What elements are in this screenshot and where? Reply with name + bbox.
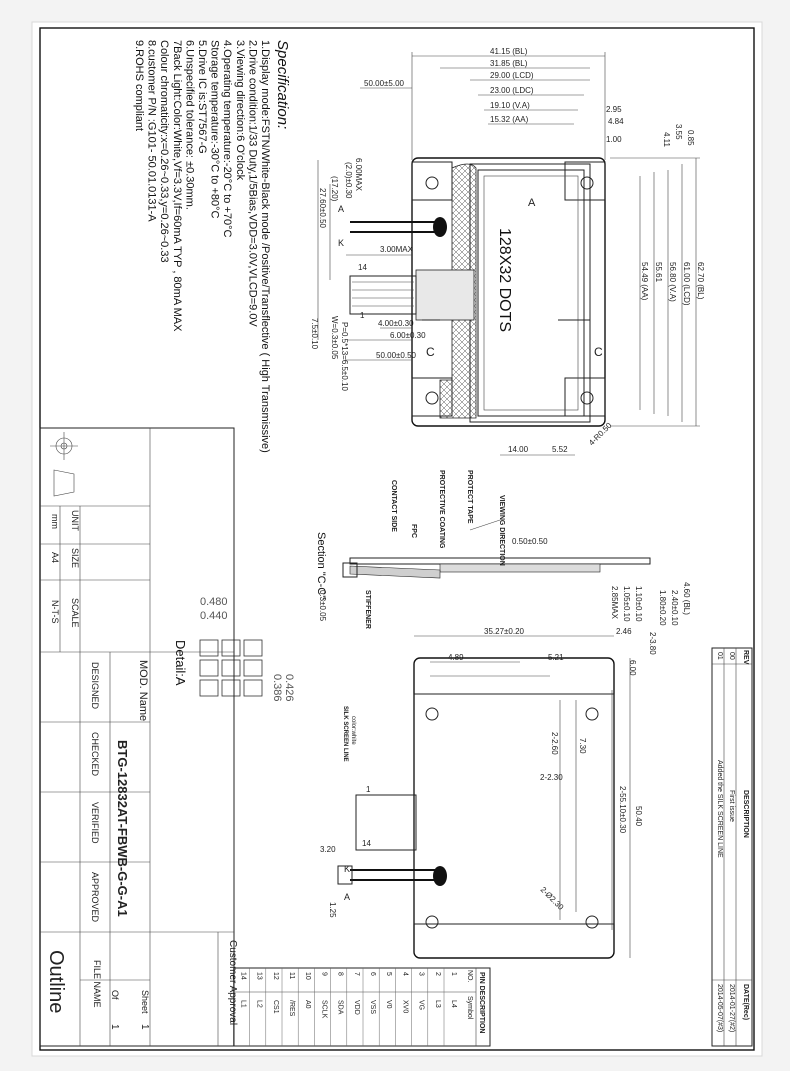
- pin-number: 5: [385, 972, 393, 976]
- front-dim-left: 50.00±5.00: [364, 79, 404, 88]
- file-name-label: FILE NAME: [92, 960, 102, 1008]
- front-dim-left: 27.60±0.50: [318, 188, 327, 228]
- pin-number: 2: [433, 972, 441, 976]
- front-dim-left: 6.00MAX: [354, 158, 363, 191]
- detail-pixel-grid: [200, 640, 262, 696]
- front-dim-left: W=0.3±0.05: [330, 316, 339, 360]
- spec-line: 6.Unspecified tolerance: ±0.30mm.: [183, 40, 196, 210]
- pin-number: 14: [239, 972, 247, 980]
- front-dim-bottom: 4-R0.50: [587, 420, 614, 448]
- paper: [32, 22, 762, 1056]
- fpc-tail: [416, 270, 474, 320]
- pin-number: 7: [352, 972, 360, 976]
- back-dim: 7.30: [578, 738, 587, 754]
- back-pin-1: 1: [366, 785, 371, 794]
- sheet-value: 1: [139, 1024, 150, 1030]
- unit-value: mm: [50, 514, 60, 529]
- pin-number: 11: [288, 972, 295, 980]
- detail-dot: [222, 680, 240, 696]
- spec-heading: Specification:: [274, 40, 291, 130]
- front-dim-left: P=0.5*13=6.5±0.10: [340, 322, 349, 391]
- back-dim: 2-2.60: [550, 732, 559, 755]
- role-label: VERIFIED: [90, 802, 100, 844]
- back-dim: 2.46: [616, 627, 632, 636]
- sheet-label: Sheet: [140, 990, 150, 1014]
- front-dim-bottom: 5.52: [552, 445, 568, 454]
- section-dim: 4.60 (BL): [682, 582, 691, 615]
- section-dim: 2.40±0.10: [670, 590, 679, 626]
- rev-cell: 2014-05-07(#3): [716, 984, 723, 1033]
- pin-number: 3: [417, 972, 425, 976]
- front-dim-top: 4.84: [608, 117, 624, 126]
- section-dim: 0.3±0.05: [318, 590, 327, 622]
- rev-cell: 2014-01-27(#2): [728, 984, 735, 1033]
- front-dim-top: 15.32 (AA): [490, 115, 529, 124]
- label-anode: A: [338, 204, 345, 214]
- wire-exit-grommet: [433, 217, 447, 237]
- spec-line: 2.Drive condition:1/33 Duty,1/5Bias,VDD=3.0V,VLCD=9.0V: [246, 40, 259, 327]
- front-dim-right: 54.49 (AA): [640, 262, 649, 301]
- customer-approval: Customer Approval: [227, 940, 238, 1026]
- back-dim: 6.00: [628, 660, 637, 676]
- scale-label: SCALE: [70, 598, 80, 628]
- front-dim-top: 19.10 (V.A): [490, 101, 530, 110]
- detail-dot: [244, 660, 262, 676]
- detail-dim: 0.426: [283, 674, 295, 702]
- back-dim: 4.89: [448, 653, 464, 662]
- front-dim-right: 55.61: [654, 262, 663, 283]
- section-dim: 1.05±0.10: [622, 586, 631, 622]
- pin-symbol: L1: [239, 1000, 247, 1008]
- pin-number: 9: [320, 972, 328, 976]
- front-dim-top: 23.00 (LDC): [490, 86, 534, 95]
- front-dim-left: 3.00MAX: [380, 245, 413, 254]
- spec-line: 4.Operating temperature:-20°C to +70°C: [221, 40, 234, 238]
- spec-line: 9.ROHS compliant: [133, 40, 145, 132]
- detail-dim: 0.480: [200, 596, 228, 608]
- role-label: APPROVED: [90, 872, 100, 923]
- pin-symbol: CS1: [271, 1000, 279, 1014]
- front-dim-left: (17.20): [330, 176, 339, 202]
- spec-line: 5.Drive IC is:ST7567-G: [196, 40, 208, 154]
- display-dots-label: 128X32 DOTS: [496, 228, 513, 333]
- section-backlight: [440, 564, 600, 572]
- back-dim: 5.21: [548, 653, 564, 662]
- pin-table-title: PIN DESCRIPTION: [478, 972, 485, 1034]
- of-value: 1: [109, 1024, 120, 1030]
- section-label: PROTECT TAPE: [466, 470, 473, 524]
- back-dim: 1.25: [328, 902, 337, 918]
- detail-dot: [200, 680, 218, 696]
- pin-symbol: V0: [385, 1000, 393, 1009]
- spec-line: Colour chromaticity:x=0.26~0.33,y=0.26~0.33: [158, 40, 171, 263]
- pin-symbol: L4: [450, 1000, 457, 1008]
- back-dim: 2-2.30: [540, 773, 563, 782]
- label-pin-14: 14: [358, 263, 367, 272]
- rev-header: DESCRIPTION: [742, 790, 749, 838]
- detail-dot: [244, 680, 262, 696]
- pin-header: NO.: [466, 970, 473, 983]
- front-dim-bottom: 14.00: [508, 445, 529, 454]
- spec-line: 1.Display mode:FSTN/White-Black mode /Positive/Transflective ( High Transmissive): [259, 40, 271, 453]
- section-label: VIEWING DIRECTION: [498, 495, 505, 566]
- spec-line: Storage temperature:-30°C to +80°C: [208, 40, 221, 219]
- section-label: PROTECTIVE COATING: [438, 470, 445, 549]
- pin-symbol: VSS: [369, 1000, 376, 1015]
- pin-symbol: SCLK: [320, 1000, 328, 1019]
- front-dim-top: 31.85 (BL): [490, 59, 528, 68]
- back-dim: 50.40: [634, 806, 643, 827]
- section-dim: 1.10±0.10: [634, 586, 643, 622]
- front-dim-top: 0.85: [686, 130, 695, 146]
- section-title: Section "C-C": [315, 532, 327, 600]
- spec-line: 7Back Light:Color:White,Vf=3.3V,If=60mA TYP , 80mA MAX: [170, 40, 183, 332]
- pin-symbol: L2: [255, 1000, 263, 1008]
- label-pin-1: 1: [360, 311, 365, 320]
- pin-symbol: /RES: [288, 1000, 295, 1017]
- section-label: CONTACT SIDE: [390, 480, 397, 532]
- pin-number: 13: [255, 972, 263, 980]
- front-dim-top: 41.15 (BL): [490, 47, 528, 56]
- back-dim: 3.20: [320, 845, 336, 854]
- section-dim: 0.50±0.50: [512, 537, 548, 546]
- pin-number: 1: [450, 972, 457, 976]
- role-label: DESIGNED: [90, 662, 100, 710]
- pin-symbol: VDD: [352, 1000, 360, 1015]
- pin-number: 8: [336, 972, 344, 976]
- size-label: SIZE: [70, 548, 80, 569]
- detail-dot: [222, 640, 240, 656]
- section-dim: 2.85MAX: [610, 586, 619, 619]
- detail-dim: 0.440: [200, 610, 228, 622]
- rev-header: REV: [742, 650, 749, 665]
- label-cathode: K: [338, 238, 345, 248]
- back-wire-grommet: [433, 866, 447, 886]
- label-section-c-left: C: [426, 345, 435, 359]
- front-dim-top: 3.55: [674, 124, 683, 140]
- back-dim: 2-Ø2.30: [538, 885, 566, 912]
- pin-number: 4: [401, 972, 409, 976]
- section-label: STIFFENER: [364, 590, 371, 629]
- pin-number: 12: [271, 972, 279, 980]
- front-dim-left: 6.00±0.30: [390, 331, 426, 340]
- rev-cell: 00: [728, 652, 735, 660]
- front-dim-left: 50.00±0.50: [376, 351, 416, 360]
- rev-cell: Added the SILK SCREEN LINE: [716, 760, 723, 858]
- role-label: CHECKED: [90, 732, 100, 777]
- spec-line: 8.customer P/N :G101- 50.01.0131-A: [145, 40, 158, 222]
- front-dim-left: (2.0)±0.30: [344, 162, 353, 199]
- detail-dot: [222, 660, 240, 676]
- silk-screen-color: color:white: [350, 716, 356, 745]
- label-detail-a: A: [528, 197, 536, 209]
- of-label: Of: [110, 990, 120, 1000]
- pin-symbol: VG: [417, 1000, 425, 1011]
- rev-header: DATE(Rec): [742, 984, 749, 1021]
- section-label: FPC: [410, 524, 417, 538]
- detail-title: Detail:A: [173, 640, 188, 686]
- pin-symbol: L3: [433, 1000, 441, 1008]
- unit-label: UNIT: [70, 510, 80, 531]
- front-dim-left: 7.5±0.10: [310, 318, 319, 350]
- pin-number: 6: [369, 972, 376, 976]
- back-label-a: A: [344, 892, 351, 902]
- silk-screen-label: SILK SCREEN LINE: [342, 706, 348, 762]
- front-dim-top: 1.00: [606, 135, 622, 144]
- pin-number: 10: [304, 972, 312, 980]
- front-dim-left: 4.00±0.30: [378, 319, 414, 328]
- detail-dot: [244, 640, 262, 656]
- section-dim: 1.80±0.20: [658, 590, 667, 626]
- back-label-k: K: [344, 864, 351, 874]
- detail-dot: [200, 660, 218, 676]
- spec-line: 3.Viewing direction:6 O'clock: [233, 40, 246, 181]
- back-pin-14: 14: [362, 839, 371, 848]
- front-dim-right: 61.00 (LCD): [682, 262, 691, 306]
- back-dim: 35.27±0.20: [484, 627, 524, 636]
- pin-symbol: XV0: [401, 1000, 409, 1014]
- front-dim-top: 29.00 (LCD): [490, 71, 534, 80]
- front-dim-top: 2.95: [606, 105, 622, 114]
- label-section-c-right: C: [594, 345, 603, 359]
- pin-symbol: SDA: [336, 1000, 344, 1015]
- drawing-name: Outline: [45, 950, 67, 1014]
- front-dim-right: 62.70 (BL): [696, 262, 705, 300]
- mod-name-label: MOD. Name: [137, 660, 149, 722]
- size-value: A4: [50, 552, 60, 564]
- pin-header: Symbol: [466, 996, 473, 1020]
- back-dim: 2-55.10±0.30: [618, 786, 627, 834]
- mod-name: BTG-12832AT-FBWB-G-G-A1: [115, 740, 130, 917]
- back-dim: 2-3.80: [648, 632, 657, 655]
- front-dim-right: 56.80 (V.A): [668, 262, 677, 302]
- rev-cell: 01: [716, 652, 723, 660]
- detail-dim: 0.386: [271, 674, 283, 702]
- scale-value: N-T-S: [50, 600, 60, 624]
- rev-cell: First issue: [728, 790, 735, 822]
- front-dim-top: 4.11: [662, 132, 671, 147]
- detail-dot: [200, 640, 218, 656]
- pin-symbol: A0: [304, 1000, 312, 1009]
